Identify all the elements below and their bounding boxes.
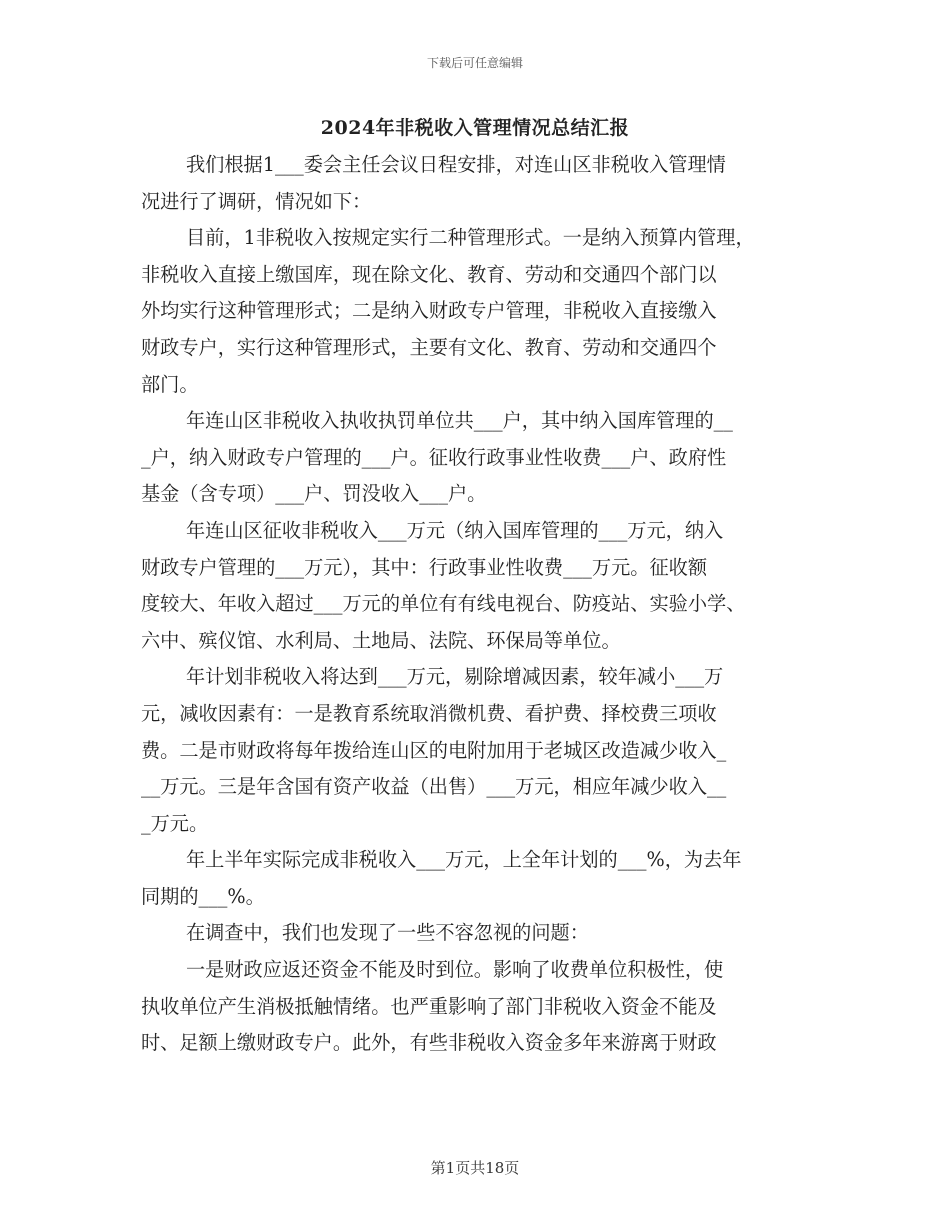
body-line: 元，减收因素有：一是教育系统取消微机费、看护费、择校费三项收 [141,701,717,725]
body-line: 非税收入直接上缴国库，现在除文化、教育、劳动和交通四个部门以 [141,262,717,286]
body-line: 我们根据1___委会主任会议日程安排，对连山区非税收入管理情 [186,153,726,176]
body-line: 费。二是市财政将每年拨给连山区的电附加用于老城区改造减少收入_ [141,738,727,762]
body-line: 年连山区非税收入执收执罚单位共___户，其中纳入国库管理的__ [186,409,733,433]
body-line: _万元。 [141,811,209,835]
page-number: 第1页共18页 [430,1159,520,1177]
body-line: 目前，1非税收入按规定实行二种管理形式。一是纳入预算内管理， [186,226,755,250]
body-line: 六中、殡仪馆、水利局、土地局、法院、环保局等单位。 [141,628,621,652]
body-line: 度较大、年收入超过___万元的单位有有线电视台、防疫站、实验小学、 [141,592,746,616]
body-line: 财政专户，实行这种管理形式，主要有文化、教育、劳动和交通四个 [141,335,717,359]
body-line: _户，纳入财政专户管理的___户。征收行政事业性收费___户、政府性 [141,445,727,469]
body-line: 时、足额上缴财政专户。此外，有些非税收入资金多年来游离于财政 [141,1031,717,1055]
body-line: 年连山区征收非税收入___万元（纳入国库管理的___万元，纳入 [186,518,724,542]
body-line: __万元。三是年含国有资产收益（出售）___万元，相应年减少收入__ [141,775,727,799]
body-line: 况进行了调研，情况如下： [141,189,372,213]
body-line: 部门。 [141,372,199,396]
body-line: 在调查中，我们也发现了一些不容忽视的问题： [186,921,589,945]
document-title: 2024年非税收入管理情况总结汇报 [320,117,630,139]
body-line: 一是财政应返还资金不能及时到位。影响了收费单位积极性，使 [186,958,724,982]
document-body [141,147,821,1062]
body-line: 外均实行这种管理形式；二是纳入财政专户管理，非税收入直接缴入 [141,299,717,323]
body-line: 年上半年实际完成非税收入___万元，上全年计划的___%，为去年 [186,848,742,872]
body-line: 财政专户管理的___万元），其中：行政事业性收费___万元。征收额 [141,555,708,579]
body-line: 基金（含专项）___户、罚没收入___户。 [141,482,487,506]
page-header-note: 下载后可任意编辑 [426,56,523,70]
body-line: 年计划非税收入将达到___万元，剔除增减因素，较年减小___万 [186,665,724,689]
body-line: 同期的___%。 [141,884,265,908]
body-line: 执收单位产生消极抵触情绪。也严重影响了部门非税收入资金不能及 [141,994,717,1018]
